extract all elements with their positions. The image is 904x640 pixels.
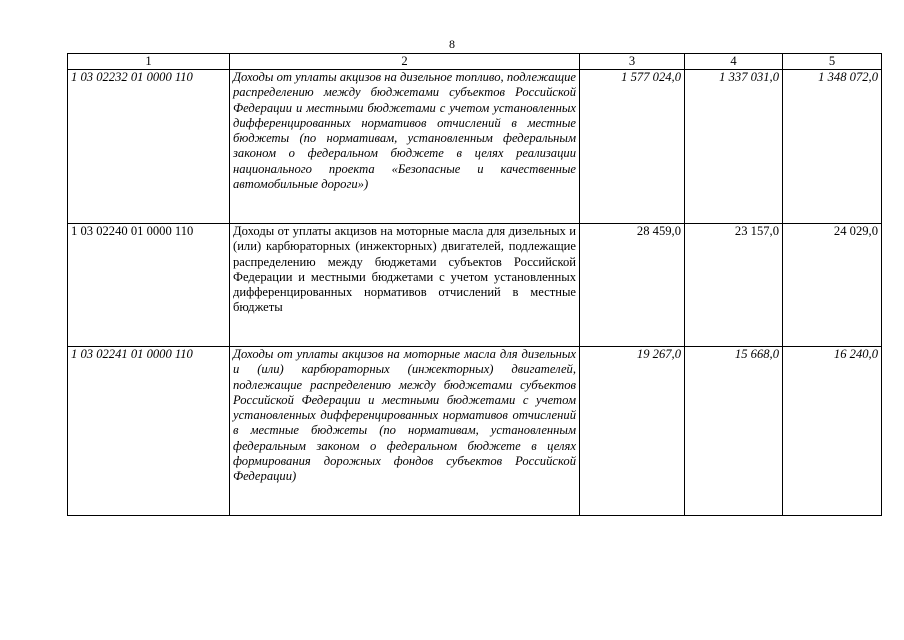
amount-col5-cell: 16 240,0	[783, 347, 882, 516]
budget-code-cell: 1 03 02240 01 0000 110	[68, 224, 230, 347]
page-number: 8	[449, 37, 455, 51]
table-row	[68, 347, 882, 516]
amount-col4-cell: 1 337 031,0	[685, 70, 783, 224]
column-header-1: 1	[68, 54, 230, 70]
table-row	[68, 224, 882, 347]
description-cell: Доходы от уплаты акцизов на дизельное топливо, подлежащие распределению между бюджетами субъектов Российской Федерации и местными бюджетами с учетом установленных дифференцированных нормативов отчислений в местные бюджеты (по нормативам, установленным федеральным законом о федеральном бюджете в целях реализации национального проекта «Безопасные и качественные автомобильные дороги»)	[230, 70, 580, 224]
amount-col3-cell: 28 459,0	[580, 224, 685, 347]
amount-col3-cell: 1 577 024,0	[580, 70, 685, 224]
column-header-2: 2	[230, 54, 580, 70]
amount-col4-cell: 15 668,0	[685, 347, 783, 516]
amount-col4-cell: 23 157,0	[685, 224, 783, 347]
amount-col5-cell: 1 348 072,0	[783, 70, 882, 224]
column-header-4: 4	[685, 54, 783, 70]
budget-revenue-table	[67, 53, 882, 516]
description-cell: Доходы от уплаты акцизов на моторные масла для дизельных и (или) карбюраторных (инжекторных) двигателей, подлежащие распределению между бюджетами субъектов Российской Федерации и местными бюджетами с учетом установленных дифференцированных нормативов отчислений в местные бюджеты (по нормативам, установленным федеральным законом о федеральном бюджете в целях формирования дорожных фондов субъектов Российской Федерации)	[230, 347, 580, 516]
table-row	[68, 70, 882, 224]
table-header-row	[68, 54, 882, 70]
description-cell: Доходы от уплаты акцизов на моторные масла для дизельных и (или) карбюраторных (инжекторных) двигателей, подлежащие распределению между бюджетами субъектов Российской Федерации и местными бюджетами с учетом установленных дифференцированных нормативов отчислений в местные бюджеты	[230, 224, 580, 347]
amount-col5-cell: 24 029,0	[783, 224, 882, 347]
budget-code-cell: 1 03 02232 01 0000 110	[68, 70, 230, 224]
column-header-5: 5	[783, 54, 882, 70]
column-header-3: 3	[580, 54, 685, 70]
amount-col3-cell: 19 267,0	[580, 347, 685, 516]
budget-code-cell: 1 03 02241 01 0000 110	[68, 347, 230, 516]
